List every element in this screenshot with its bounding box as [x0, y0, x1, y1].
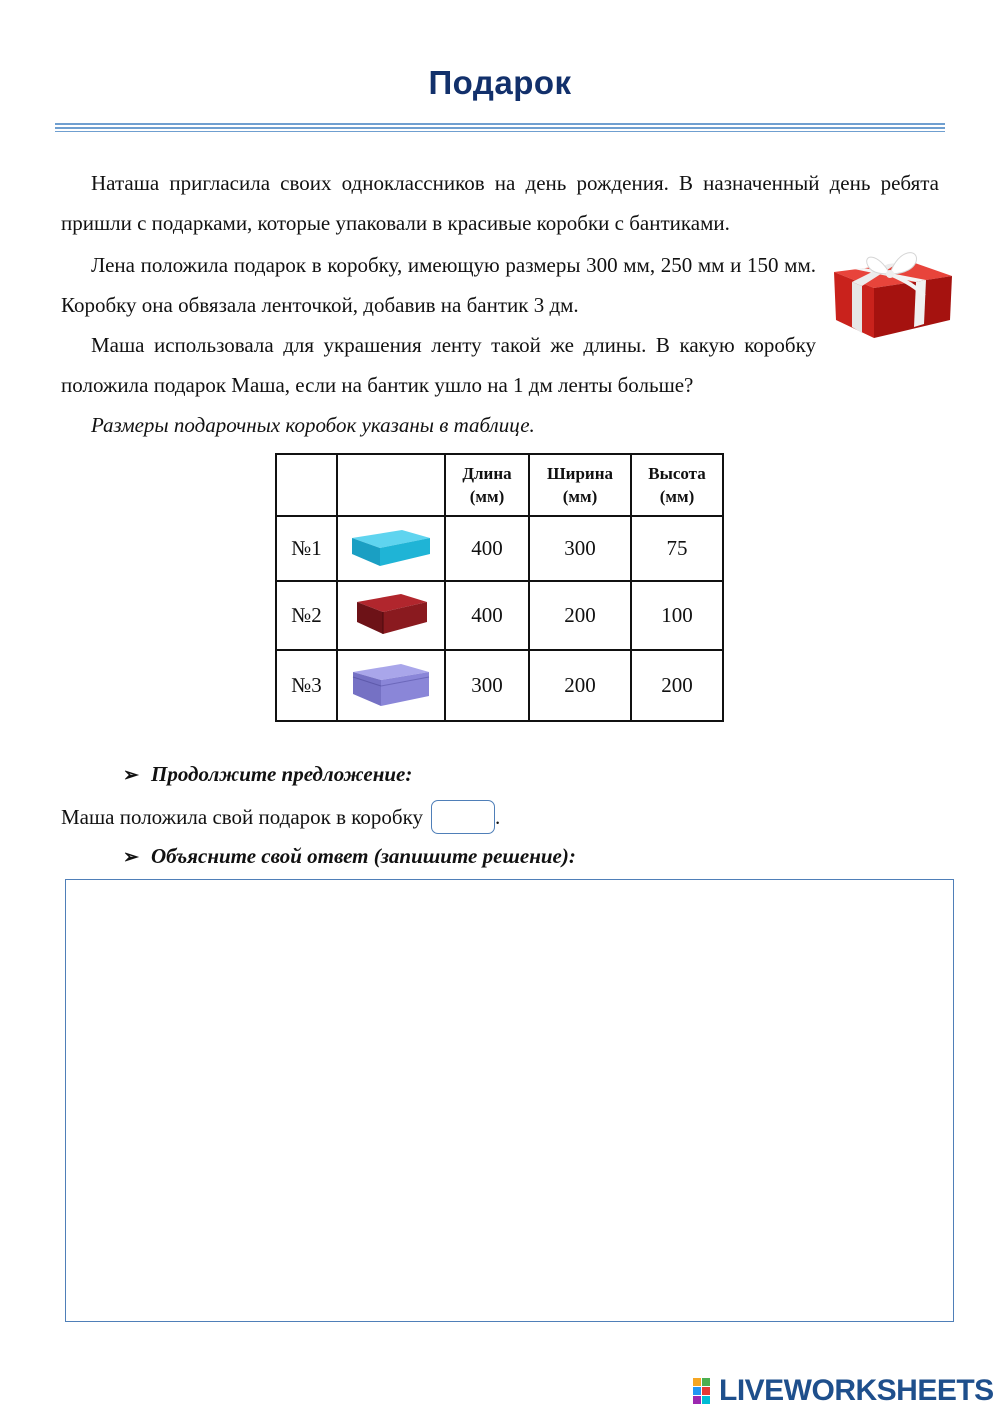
box-width: 200 — [529, 581, 631, 650]
box-length: 300 — [445, 650, 529, 721]
instruction-explain-label: Объясните свой ответ (запишите решение): — [151, 844, 576, 868]
page-title: Подарок — [428, 64, 572, 101]
boxes-table — [275, 453, 724, 722]
red-box-image — [351, 590, 431, 636]
blue-box-image — [348, 524, 434, 568]
instruction-continue-label: Продолжите предложение: — [151, 762, 413, 786]
answer-input-box[interactable] — [431, 800, 495, 834]
box-label: №3 — [276, 650, 337, 721]
table-row — [276, 650, 723, 721]
table-header-width: Ширина (мм) — [529, 454, 631, 516]
liveworksheets-logo — [693, 1374, 994, 1408]
table-header-image — [337, 454, 445, 516]
answer-sentence-text: Маша положила свой подарок в коробку — [61, 805, 424, 829]
box-height: 75 — [631, 516, 723, 581]
gift-box-image — [828, 236, 958, 340]
arrow-bullet-icon: ➢ — [123, 847, 139, 868]
table-header-height: Высота (мм) — [631, 454, 723, 516]
paragraph-masha: Маша использовала для украшения ленту такой же длины. В какую коробку положила подарок Маша, если на бантик ушло на 1 дм ленты больше? — [61, 333, 816, 397]
box-length: 400 — [445, 581, 529, 650]
table-header-length: Длина (мм) — [445, 454, 529, 516]
purple-box-image — [349, 658, 433, 708]
paragraph-intro: Наташа пригласила своих одноклассников на день рождения. В назначенный день ребята пришли с подарками, которые упаковали в красивые коробки с бантиками. — [61, 171, 939, 235]
box-image-cell — [337, 650, 445, 721]
title-rule-2 — [55, 127, 945, 129]
arrow-bullet-icon: ➢ — [123, 765, 139, 786]
solution-textarea[interactable] — [65, 879, 954, 1322]
liveworksheets-icon — [693, 1378, 719, 1404]
paragraph-lena: Лена положила подарок в коробку, имеющую размеры 300 мм, 250 мм и 150 мм. Коробку она обвязала ленточкой, добавив на бантик 3 дм. — [61, 253, 816, 317]
box-image-cell — [337, 581, 445, 650]
answer-sentence-end: . — [495, 805, 501, 829]
table-row — [276, 581, 723, 650]
answer-sentence — [61, 800, 500, 834]
brand-name: LIVEWORKSHEETS — [719, 1374, 994, 1407]
box-label: №2 — [276, 581, 337, 650]
instruction-explain — [123, 844, 576, 869]
table-row — [276, 516, 723, 581]
title-rule-1 — [55, 123, 945, 125]
box-height: 200 — [631, 650, 723, 721]
box-length: 400 — [445, 516, 529, 581]
table-header-row — [276, 454, 723, 516]
box-height: 100 — [631, 581, 723, 650]
instruction-continue — [123, 762, 412, 787]
box-width: 300 — [529, 516, 631, 581]
box-label: №1 — [276, 516, 337, 581]
paragraph-table-note: Размеры подарочных коробок указаны в таблице. — [91, 413, 535, 437]
table-header-empty — [276, 454, 337, 516]
box-image-cell — [337, 516, 445, 581]
box-width: 200 — [529, 650, 631, 721]
title-rule-3 — [55, 131, 945, 132]
